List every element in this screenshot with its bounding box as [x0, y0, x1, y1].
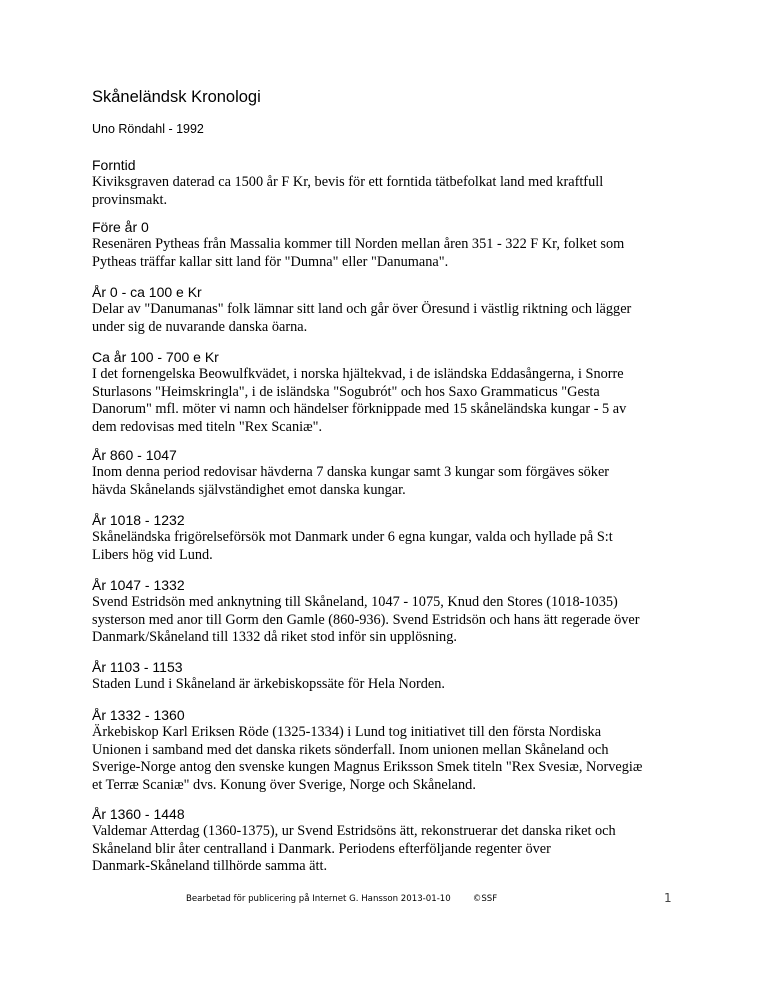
page-number: 1 — [664, 891, 672, 905]
section-ar-100-700 — [92, 348, 672, 436]
section-heading: År 0 - ca 100 e Kr — [92, 284, 202, 300]
section-heading: År 1047 - 1332 — [92, 577, 185, 593]
section-text: Svend Estridsön med anknytning till Skåneland, 1047 - 1075, Knud den Stores (1018-1035) systerson med anor till Gorm den Gamle (860-936). Svend Estridsön och hans ätt regerade över Danmark/Skåneland till 1332 då riket stod inför sin upplösning. — [92, 594, 640, 645]
section-text: Delar av "Danumanas" folk lämnar sitt land och går över Öresund i västlig riktning och lägger under sig de nuvarande danska öarna. — [92, 301, 632, 335]
section-text: Inom denna period redovisar hävderna 7 danska kungar samt 3 kungar som förgäves söker hävda Skånelands självständighet emot danska kungar. — [92, 464, 610, 498]
section-ar-1332-1360 — [92, 706, 672, 794]
section-ar-0-100 — [92, 283, 672, 336]
section-heading: År 1332 - 1360 — [92, 707, 185, 723]
section-ar-1018-1232 — [92, 511, 672, 564]
section-ar-860-1047 — [92, 446, 672, 499]
section-text: Resenären Pytheas från Massalia kommer till Norden mellan åren 351 - 322 F Kr, folket som Pytheas träffar kallar sitt land för "Dumna" eller "Danumana". — [92, 236, 625, 270]
section-heading: År 1018 - 1232 — [92, 512, 185, 528]
section-ar-1103-1153 — [92, 658, 672, 694]
document-author: Uno Röndahl - 1992 — [92, 122, 204, 136]
section-heading: Forntid — [92, 157, 136, 173]
section-text: Valdemar Atterdag (1360-1375), ur Svend Estridsöns ätt, rekonstruerar det danska riket och Skåneland blir åter centralland i Danmark. Periodens efterföljande regenter över Danmark-Skåneland tillhörde samma ätt. — [92, 823, 616, 874]
section-forntid — [92, 156, 672, 209]
section-text: Staden Lund i Skåneland är ärkebiskopssäte för Hela Norden. — [92, 676, 445, 692]
section-ar-1047-1332 — [92, 576, 672, 647]
section-heading: År 860 - 1047 — [92, 447, 177, 463]
section-text: I det fornengelska Beowulfkvädet, i norska hjältekvad, i de isländska Eddasångerna, i Snorre Sturlasons "Heimskringla", i de isländska "Sogubrót" och hos Saxo Grammaticus "Gesta Danorum" mfl. möter vi namn och händelser förknippade med 15 skåneländska kungar - 5 av dem redovisas med titeln "Rex Scaniæ". — [92, 366, 627, 435]
section-heading: Före år 0 — [92, 219, 149, 235]
section-text: Skåneländska frigörelseförsök mot Danmark under 6 egna kungar, valda och hyllade på S:t Libers hög vid Lund. — [92, 529, 613, 563]
section-fore-ar-0 — [92, 218, 672, 271]
section-heading: År 1103 - 1153 — [92, 659, 183, 675]
section-heading: År 1360 - 1448 — [92, 806, 185, 822]
section-ar-1360-1448 — [92, 805, 672, 876]
footer-copyright: ©SSF — [472, 894, 498, 904]
section-text: Kiviksgraven daterad ca 1500 år F Kr, bevis för ett forntida tätbefolkat land med kraftfull provinsmakt. — [92, 174, 604, 208]
document-title: Skåneländsk Kronologi — [92, 88, 261, 106]
footer-text: Bearbetad för publicering på Internet G. Hansson 2013-01-10 — [186, 894, 451, 904]
section-text: Ärkebiskop Karl Eriksen Röde (1325-1334) i Lund tog initiativet till den första Nordiska Unionen i samband med det danska rikets sönderfall. Inom unionen mellan Skåneland och Sverige-Norge antog den svenske kungen Magnus Eriksson Smek titeln "Rex Svesiæ, Norvegiæ et Terræ Scaniæ" dvs. Konung över Sverige, Norge och Skåneland. — [92, 724, 643, 793]
section-heading: Ca år 100 - 700 e Kr — [92, 349, 219, 365]
page-footer — [186, 894, 497, 904]
